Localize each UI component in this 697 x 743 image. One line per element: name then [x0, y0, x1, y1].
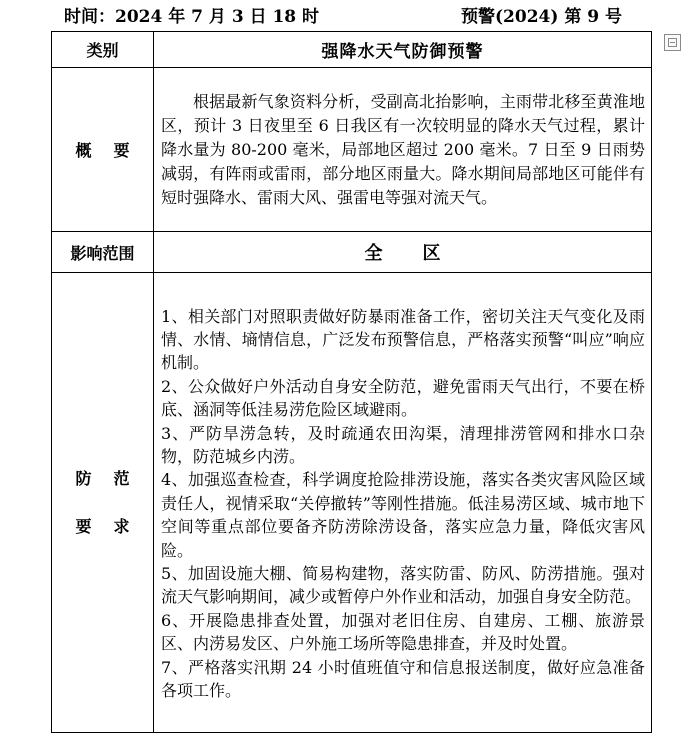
measure-item: 2、公众做好户外活动自身安全防范，避免雷雨天气出行，不要在桥底、涵洞等低洼易涝危险区域避雨。: [161, 376, 645, 420]
measures-label: [52, 273, 154, 733]
measure-item: 3、严防旱涝急转，及时疏通农田沟渠，清理排涝管网和排水口杂物，防范城乡内涝。: [161, 423, 645, 466]
summary-row: [52, 68, 652, 232]
measure-item: 4、加强巡查检查，科学调度抢险排涝设施，落实各类灾害风险区域责任人，视情采取“关停撤转”等刚性措施。低洼易涝区域、城市地下空间等重点部位要备齐防涝除涝设备，落实应急力量，降低灾害风险。: [161, 470, 645, 560]
measures-list: [154, 273, 652, 733]
issue-time: 时间：2024 年 7 月 3 日 18 时: [64, 7, 320, 27]
measures-label-line2: 要求: [75, 516, 152, 536]
measures-row: [52, 273, 652, 733]
area-label: 影响范围: [52, 232, 154, 273]
measure-item: 6、开展隐患排查处置，加强对老旧住房、自建房、工棚、旅游景区、内涝易发区、户外施工场所等隐患排查，并及时处置。: [161, 610, 645, 654]
warning-table: [51, 31, 652, 733]
document-header: [64, 4, 644, 30]
area-row: [52, 232, 652, 273]
area-value: 全区: [154, 232, 652, 273]
summary-label: 概要: [52, 68, 154, 232]
measure-item: 7、严格落实汛期 24 小时值班值守和信息报送制度，做好应急准备各项工作。: [161, 657, 645, 701]
measures-label-line1: 防范: [75, 468, 152, 488]
warning-title: 强降水天气防御预警: [154, 32, 652, 68]
measure-item: 5、加固设施大棚、简易构建物，落实防雷、防风、防涝措施。强对流天气影响期间，减少或暂停户外作业和活动，加强自身安全防范。: [161, 564, 645, 607]
measure-item: 1、相关部门对照职责做好防暴雨准备工作，密切关注天气变化及雨情、水情、墒情信息，广泛发布预警信息，严格落实预警“叫应”响应机制。: [161, 306, 645, 373]
title-row: [52, 32, 652, 68]
warning-serial-number: 预警(2024) 第 9 号: [461, 7, 622, 27]
category-label: 类别: [52, 32, 154, 68]
summary-text: 根据最新气象资料分析，受副高北抬影响，主雨带北移至黄淮地区，预计 3 日夜里至 6 日我区有一次较明显的降水天气过程，累计降水量为 80-200 毫米，局部地区超过 200 毫米。7 日至 9 日雨势减弱，有阵雨或雷雨，部分地区雨量大。降水期间局部地区可能伴有短时强降水、雷雨大风、强雷电等强对流天气。: [154, 68, 652, 232]
restore-window-icon[interactable]: [664, 34, 681, 51]
